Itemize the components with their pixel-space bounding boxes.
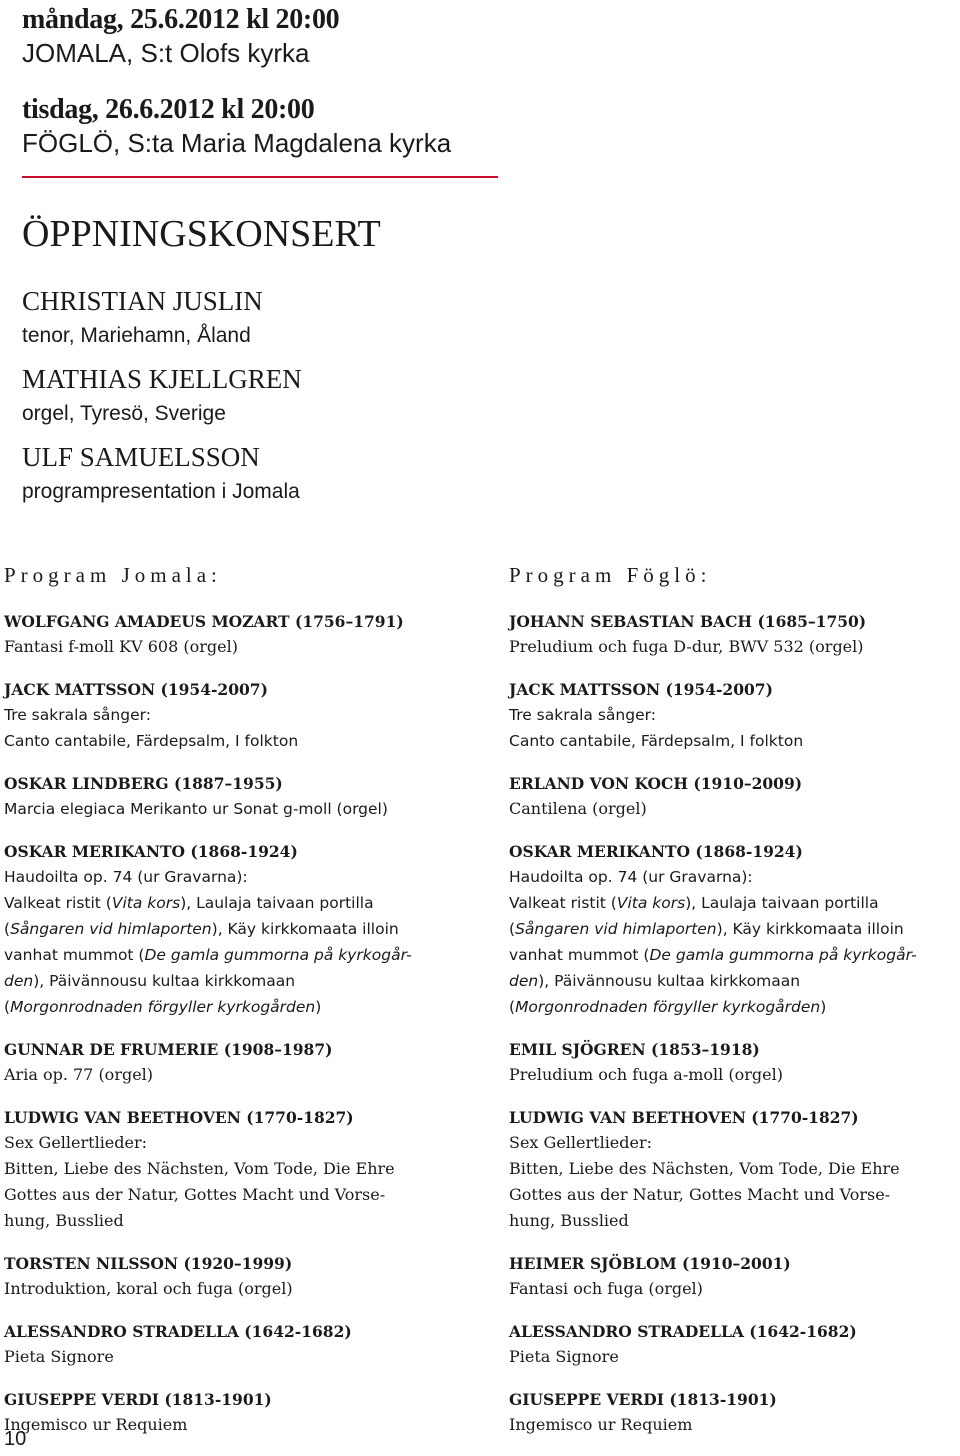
work-line: Tre sakrala sånger: [509,706,656,724]
work-line: Sex Gellertlieder: [4,1133,148,1152]
work-line: Cantilena (orgel) [509,799,647,818]
program-item [4,1251,474,1302]
work-line: Valkeat ristit (Vita kors), Laulaja taivaan portilla [509,894,879,912]
composer-name: TORSTEN NILSSON (1920–1999) [4,1254,293,1273]
program-item [509,839,960,1020]
composer-name: OSKAR MERIKANTO (1868-1924) [4,842,298,861]
program-item [4,609,474,660]
program-item [4,839,474,1020]
composer-name: LUDWIG VAN BEETHOVEN (1770-1827) [509,1108,859,1127]
work-line: (Sångaren vid himlaporten), Käy kirkkomaata illoin [4,920,399,938]
work-line: Bitten, Liebe des Nächsten, Vom Tode, Die Ehre [509,1159,900,1178]
work-line: hung, Busslied [4,1211,124,1230]
concert-title: ÖPPNINGSKONSERT [22,213,381,255]
performer-name: CHRISTIAN JUSLIN [22,286,263,316]
work-line: Canto cantabile, Färdepsalm, I folkton [4,732,299,750]
composer-name: ALESSANDRO STRADELLA (1642-1682) [4,1322,352,1341]
composer-name: OSKAR LINDBERG (1887–1955) [4,774,283,793]
composer-name: EMIL SJÖGREN (1853–1918) [509,1040,760,1059]
program-item [4,1105,474,1234]
work-line: Gottes aus der Natur, Gottes Macht und Vorse- [509,1185,891,1204]
composer-name: GUNNAR DE FRUMERIE (1908–1987) [4,1040,333,1059]
work-line: Bitten, Liebe des Nächsten, Vom Tode, Die Ehre [4,1159,395,1178]
header-divider [22,176,498,178]
event-place-jomala: JOMALA, S:t Olofs kyrka [22,38,310,68]
event-place-foglo: FÖGLÖ, S:ta Maria Magdalena kyrka [22,128,452,158]
composer-name: ALESSANDRO STRADELLA (1642-1682) [509,1322,857,1341]
program-item [509,1105,960,1234]
work-line: Marcia elegiaca Merikanto ur Sonat g-moll (orgel) [4,800,388,818]
performer-name: MATHIAS KJELLGREN [22,364,302,394]
performer-name: ULF SAMUELSSON [22,442,260,472]
program-item [509,1037,960,1088]
program-jomala-heading: Program Jomala: [4,563,222,587]
composer-name: GIUSEPPE VERDI (1813-1901) [509,1390,777,1409]
program-jomala-list [4,609,474,1438]
work-line: (Sångaren vid himlaporten), Käy kirkkomaata illoin [509,920,904,938]
work-line: den), Päivännousu kultaa kirkkomaan [509,972,801,990]
program-foglo-list [509,609,960,1438]
work-line: den), Päivännousu kultaa kirkkomaan [4,972,296,990]
program-item [509,1319,960,1370]
program-item [509,771,960,822]
program-item [4,1037,474,1088]
program-jomala [4,563,474,1455]
program-item [4,677,474,754]
composer-name: OSKAR MERIKANTO (1868-1924) [509,842,803,861]
composer-name: JOHANN SEBASTIAN BACH (1685–1750) [509,612,867,631]
performer-role: programpresentation i Jomala [22,480,300,503]
program-item [509,609,960,660]
work-line: Pieta Signore [4,1347,114,1366]
work-line: Ingemisco ur Requiem [509,1415,693,1434]
work-line: Haudoilta op. 74 (ur Gravarna): [4,868,248,886]
program-item [509,677,960,754]
program-item [509,1251,960,1302]
program-foglo [509,563,960,1455]
composer-name: JACK MATTSSON (1954-2007) [4,680,268,699]
work-line: Ingemisco ur Requiem [4,1415,188,1434]
composer-name: ERLAND VON KOCH (1910–2009) [509,774,803,793]
work-line: vanhat mummot (De gamla gummorna på kyrkogår- [4,946,412,964]
composer-name: LUDWIG VAN BEETHOVEN (1770-1827) [4,1108,354,1127]
event-date-foglo: tisdag, 26.6.2012 kl 20:00 [22,94,315,125]
work-line: Preludium och fuga D-dur, BWV 532 (orgel) [509,637,864,656]
program-item [4,771,474,822]
composer-name: HEIMER SJÖBLOM (1910–2001) [509,1254,791,1273]
program-item [4,1319,474,1370]
work-line: Haudoilta op. 74 (ur Gravarna): [509,868,753,886]
work-line: Pieta Signore [509,1347,619,1366]
performer-role: tenor, Mariehamn, Åland [22,324,251,347]
work-line: Fantasi f-moll KV 608 (orgel) [4,637,238,656]
work-line: (Morgonrodnaden förgyller kyrkogården) [4,998,322,1016]
composer-name: JACK MATTSSON (1954-2007) [509,680,773,699]
work-line: Gottes aus der Natur, Gottes Macht und Vorse- [4,1185,386,1204]
work-line: Aria op. 77 (orgel) [4,1065,154,1084]
work-line: Canto cantabile, Färdepsalm, I folkton [509,732,804,750]
event-date-jomala: måndag, 25.6.2012 kl 20:00 [22,4,340,35]
composer-name: GIUSEPPE VERDI (1813-1901) [4,1390,272,1409]
program-item [4,1387,474,1438]
work-line: vanhat mummot (De gamla gummorna på kyrkogår- [509,946,917,964]
work-line: (Morgonrodnaden förgyller kyrkogården) [509,998,827,1016]
page-number: 10 [4,1428,27,1450]
work-line: hung, Busslied [509,1211,629,1230]
work-line: Valkeat ristit (Vita kors), Laulaja taivaan portilla [4,894,374,912]
work-line: Introduktion, koral och fuga (orgel) [4,1279,293,1298]
composer-name: WOLFGANG AMADEUS MOZART (1756–1791) [4,612,404,631]
work-line: Preludium och fuga a-moll (orgel) [509,1065,783,1084]
performer-role: orgel, Tyresö, Sverige [22,402,226,425]
work-line: Sex Gellertlieder: [509,1133,653,1152]
program-foglo-heading: Program Föglö: [509,563,712,587]
program-item [509,1387,960,1438]
work-line: Tre sakrala sånger: [4,706,151,724]
work-line: Fantasi och fuga (orgel) [509,1279,703,1298]
